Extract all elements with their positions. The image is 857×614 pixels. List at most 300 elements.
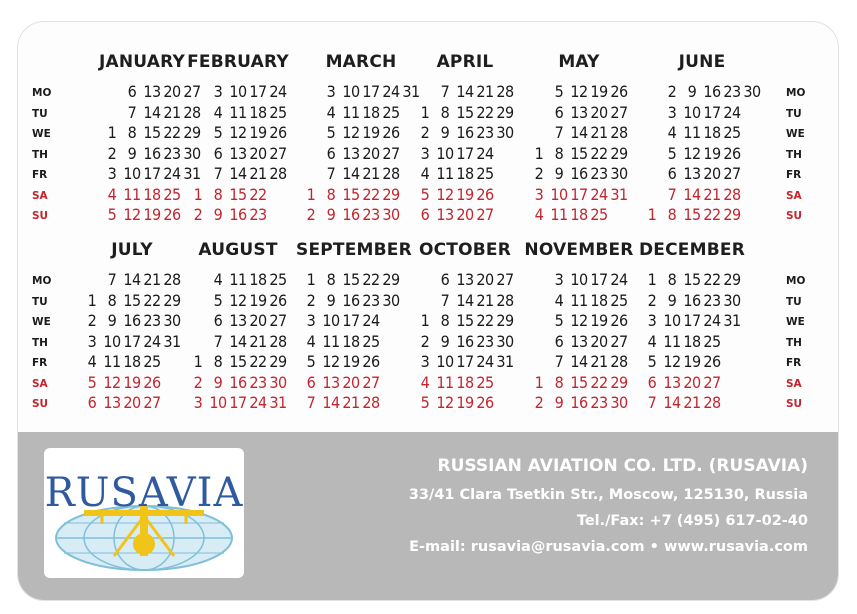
day-cell: 19 bbox=[249, 290, 267, 310]
day-cell: 16 bbox=[342, 290, 360, 310]
day-cell: 14 bbox=[456, 290, 474, 310]
day-cell: 24 bbox=[590, 184, 608, 204]
day-cell: 1 bbox=[647, 270, 657, 289]
day-cell: 15 bbox=[683, 270, 701, 289]
day-cell: 6 bbox=[667, 164, 677, 183]
day-cell: 15 bbox=[342, 184, 360, 204]
day-cell: 15 bbox=[143, 123, 161, 142]
day-cell: 31 bbox=[496, 352, 514, 371]
day-cell: 16 bbox=[683, 290, 701, 310]
day-cell: 18 bbox=[249, 102, 267, 122]
day-cell: 13 bbox=[322, 372, 340, 392]
day-cell: 28 bbox=[362, 393, 380, 412]
day-cell: 26 bbox=[143, 372, 161, 392]
day-cell: 12 bbox=[436, 393, 454, 412]
day-label-right-tu: TU bbox=[786, 295, 802, 308]
day-label-left-su: SU bbox=[32, 210, 49, 222]
day-cell: 10 bbox=[663, 311, 681, 330]
day-label-right-mo: MO bbox=[786, 275, 806, 287]
day-cell: 9 bbox=[554, 164, 564, 183]
day-cell: 26 bbox=[382, 123, 400, 142]
day-cell: 20 bbox=[163, 82, 181, 101]
day-cell: 19 bbox=[703, 143, 721, 163]
day-cell: 14 bbox=[456, 82, 474, 101]
day-cell: 15 bbox=[456, 102, 474, 122]
day-cell: 30 bbox=[183, 143, 201, 163]
day-cell: 9 bbox=[554, 393, 564, 412]
day-cell: 21 bbox=[476, 82, 494, 101]
day-cell: 27 bbox=[496, 270, 514, 289]
day-cell: 24 bbox=[723, 102, 741, 122]
day-cell: 1 bbox=[87, 290, 97, 310]
day-cell: 22 bbox=[590, 372, 608, 392]
day-cell: 10 bbox=[103, 331, 121, 351]
day-cell: 20 bbox=[249, 143, 267, 163]
day-cell: 22 bbox=[703, 270, 721, 289]
day-cell: 4 bbox=[647, 331, 657, 351]
day-cell: 9 bbox=[440, 123, 450, 142]
day-cell: 18 bbox=[703, 123, 721, 142]
day-cell: 25 bbox=[163, 184, 181, 204]
day-cell: 23 bbox=[249, 205, 267, 224]
day-cell: 29 bbox=[723, 270, 741, 289]
company-contact: E-mail: rusavia@rusavia.com • www.rusavia.com bbox=[409, 539, 808, 555]
calendar-grid bbox=[18, 22, 838, 432]
company-name: RUSSIAN AVIATION CO. LTD. (RUSAVIA) bbox=[437, 456, 808, 476]
day-cell: 30 bbox=[610, 393, 628, 412]
day-cell: 12 bbox=[436, 184, 454, 204]
day-cell: 26 bbox=[723, 143, 741, 163]
month-name-july: JULY bbox=[111, 240, 153, 260]
day-cell: 5 bbox=[107, 205, 117, 224]
day-cell: 11 bbox=[229, 270, 247, 289]
day-label-left-sa: SA bbox=[32, 189, 48, 202]
day-cell: 23 bbox=[590, 164, 608, 183]
day-label-left-mo: MO bbox=[32, 87, 52, 99]
day-cell: 17 bbox=[229, 393, 247, 412]
day-cell: 5 bbox=[306, 352, 316, 371]
day-cell: 23 bbox=[703, 290, 721, 310]
day-cell: 24 bbox=[249, 393, 267, 412]
day-cell: 10 bbox=[436, 143, 454, 163]
day-cell: 13 bbox=[143, 82, 161, 101]
day-cell: 16 bbox=[456, 331, 474, 351]
day-cell: 3 bbox=[213, 82, 223, 101]
month-name-november: NOVEMBER bbox=[524, 240, 634, 260]
day-cell: 22 bbox=[476, 102, 494, 122]
day-cell: 30 bbox=[723, 290, 741, 310]
day-cell: 26 bbox=[269, 290, 287, 310]
day-cell: 2 bbox=[647, 290, 657, 310]
day-cell: 8 bbox=[107, 290, 117, 310]
day-cell: 9 bbox=[440, 331, 450, 351]
day-cell: 30 bbox=[743, 82, 761, 101]
day-cell: 20 bbox=[123, 393, 141, 412]
day-cell: 4 bbox=[534, 205, 544, 224]
day-cell: 11 bbox=[229, 102, 247, 122]
day-cell: 13 bbox=[342, 143, 360, 163]
day-cell: 9 bbox=[213, 205, 223, 224]
day-cell: 18 bbox=[456, 164, 474, 183]
day-cell: 26 bbox=[610, 311, 628, 330]
day-cell: 7 bbox=[647, 393, 657, 412]
day-label-right-su: SU bbox=[786, 210, 803, 222]
day-cell: 26 bbox=[476, 184, 494, 204]
day-cell: 21 bbox=[590, 352, 608, 371]
day-cell: 3 bbox=[667, 102, 677, 122]
month-name-december: DECEMBER bbox=[639, 240, 745, 260]
day-cell: 28 bbox=[163, 270, 181, 289]
day-cell: 11 bbox=[436, 164, 454, 183]
day-cell: 4 bbox=[420, 372, 430, 392]
day-cell: 3 bbox=[420, 143, 430, 163]
day-label-left-fr: FR bbox=[32, 169, 48, 181]
day-cell: 27 bbox=[610, 102, 628, 122]
day-cell: 2 bbox=[306, 205, 316, 224]
day-cell: 18 bbox=[143, 184, 161, 204]
day-cell: 9 bbox=[667, 290, 677, 310]
day-cell: 29 bbox=[382, 184, 400, 204]
day-label-left-su: SU bbox=[32, 398, 49, 410]
day-cell: 10 bbox=[123, 164, 141, 183]
day-cell: 21 bbox=[163, 102, 181, 122]
day-cell: 28 bbox=[183, 102, 201, 122]
day-cell: 7 bbox=[554, 352, 564, 371]
day-cell: 6 bbox=[554, 102, 564, 122]
day-cell: 13 bbox=[229, 311, 247, 330]
day-cell: 12 bbox=[322, 352, 340, 371]
month-name-september: SEPTEMBER bbox=[296, 240, 412, 260]
day-cell: 24 bbox=[476, 352, 494, 371]
day-cell: 23 bbox=[476, 331, 494, 351]
day-label-right-sa: SA bbox=[786, 377, 802, 390]
day-cell: 26 bbox=[476, 393, 494, 412]
day-cell: 21 bbox=[476, 290, 494, 310]
day-cell: 17 bbox=[249, 82, 267, 101]
day-cell: 6 bbox=[306, 372, 316, 392]
day-cell: 14 bbox=[322, 393, 340, 412]
day-label-left-fr: FR bbox=[32, 357, 48, 369]
day-cell: 21 bbox=[590, 123, 608, 142]
day-label-right-fr: FR bbox=[786, 357, 802, 369]
day-cell: 11 bbox=[322, 331, 340, 351]
day-label-right-mo: MO bbox=[786, 87, 806, 99]
month-name-january: JANUARY bbox=[98, 52, 186, 72]
day-cell: 9 bbox=[213, 372, 223, 392]
day-cell: 6 bbox=[87, 393, 97, 412]
day-cell: 15 bbox=[570, 143, 588, 163]
day-cell: 2 bbox=[534, 393, 544, 412]
month-name-june: JUNE bbox=[678, 52, 726, 72]
day-cell: 5 bbox=[554, 311, 564, 330]
day-cell: 5 bbox=[647, 352, 657, 371]
day-cell: 15 bbox=[342, 270, 360, 289]
day-cell: 14 bbox=[663, 393, 681, 412]
day-cell: 17 bbox=[456, 143, 474, 163]
day-cell: 30 bbox=[382, 205, 400, 224]
day-cell: 11 bbox=[342, 102, 360, 122]
day-cell: 16 bbox=[570, 393, 588, 412]
day-label-right-we: WE bbox=[786, 316, 805, 328]
day-cell: 6 bbox=[127, 82, 137, 101]
day-cell: 4 bbox=[554, 290, 564, 310]
day-label-right-tu: TU bbox=[786, 107, 802, 120]
day-label-right-th: TH bbox=[786, 148, 802, 161]
day-cell: 27 bbox=[143, 393, 161, 412]
day-cell: 22 bbox=[703, 205, 721, 224]
day-cell: 24 bbox=[476, 143, 494, 163]
day-cell: 20 bbox=[342, 372, 360, 392]
day-cell: 19 bbox=[683, 352, 701, 371]
day-cell: 11 bbox=[436, 372, 454, 392]
day-cell: 8 bbox=[554, 143, 564, 163]
day-cell: 15 bbox=[229, 352, 247, 371]
day-cell: 1 bbox=[420, 102, 430, 122]
day-cell: 22 bbox=[249, 184, 267, 204]
day-cell: 20 bbox=[590, 331, 608, 351]
day-cell: 14 bbox=[570, 123, 588, 142]
day-cell: 5 bbox=[554, 82, 564, 101]
day-cell: 3 bbox=[554, 270, 564, 289]
day-label-right-th: TH bbox=[786, 336, 802, 349]
day-cell: 5 bbox=[420, 393, 430, 412]
day-cell: 27 bbox=[269, 143, 287, 163]
company-phone: Tel./Fax: +7 (495) 617-02-40 bbox=[576, 513, 808, 529]
day-cell: 14 bbox=[570, 352, 588, 371]
day-cell: 1 bbox=[193, 352, 203, 371]
day-cell: 21 bbox=[249, 164, 267, 183]
day-cell: 2 bbox=[534, 164, 544, 183]
day-cell: 28 bbox=[269, 164, 287, 183]
day-cell: 26 bbox=[163, 205, 181, 224]
day-cell: 29 bbox=[610, 372, 628, 392]
company-logo bbox=[44, 448, 244, 578]
day-cell: 13 bbox=[456, 270, 474, 289]
day-cell: 31 bbox=[723, 311, 741, 330]
day-cell: 5 bbox=[87, 372, 97, 392]
day-cell: 17 bbox=[143, 164, 161, 183]
day-cell: 25 bbox=[382, 102, 400, 122]
day-cell: 17 bbox=[362, 82, 380, 101]
day-cell: 24 bbox=[362, 311, 380, 330]
day-cell: 1 bbox=[534, 372, 544, 392]
day-cell: 7 bbox=[440, 82, 450, 101]
day-cell: 9 bbox=[326, 205, 336, 224]
day-cell: 25 bbox=[723, 123, 741, 142]
day-cell: 13 bbox=[663, 372, 681, 392]
day-cell: 12 bbox=[229, 123, 247, 142]
day-cell: 9 bbox=[326, 290, 336, 310]
day-cell: 19 bbox=[590, 82, 608, 101]
day-cell: 22 bbox=[590, 143, 608, 163]
day-cell: 15 bbox=[456, 311, 474, 330]
day-cell: 8 bbox=[213, 184, 223, 204]
month-name-october: OCTOBER bbox=[418, 240, 512, 260]
day-cell: 30 bbox=[382, 290, 400, 310]
day-cell: 12 bbox=[123, 205, 141, 224]
day-cell: 10 bbox=[229, 82, 247, 101]
day-cell: 12 bbox=[229, 290, 247, 310]
day-cell: 27 bbox=[723, 164, 741, 183]
day-cell: 15 bbox=[229, 184, 247, 204]
day-cell: 8 bbox=[554, 372, 564, 392]
day-cell: 9 bbox=[687, 82, 697, 101]
day-cell: 14 bbox=[123, 270, 141, 289]
day-cell: 1 bbox=[647, 205, 657, 224]
day-cell: 8 bbox=[127, 123, 137, 142]
day-cell: 8 bbox=[440, 311, 450, 330]
day-cell: 8 bbox=[667, 205, 677, 224]
day-cell: 16 bbox=[570, 164, 588, 183]
day-cell: 18 bbox=[570, 205, 588, 224]
day-cell: 27 bbox=[476, 205, 494, 224]
day-cell: 29 bbox=[382, 270, 400, 289]
day-cell: 20 bbox=[590, 102, 608, 122]
day-cell: 4 bbox=[420, 164, 430, 183]
day-cell: 4 bbox=[326, 102, 336, 122]
day-cell: 15 bbox=[683, 205, 701, 224]
day-cell: 20 bbox=[476, 270, 494, 289]
day-cell: 1 bbox=[306, 270, 316, 289]
day-cell: 24 bbox=[143, 331, 161, 351]
day-cell: 17 bbox=[570, 184, 588, 204]
day-cell: 15 bbox=[123, 290, 141, 310]
day-cell: 31 bbox=[269, 393, 287, 412]
day-cell: 24 bbox=[610, 270, 628, 289]
day-cell: 19 bbox=[123, 372, 141, 392]
day-cell: 29 bbox=[496, 102, 514, 122]
day-cell: 17 bbox=[703, 102, 721, 122]
day-cell: 23 bbox=[476, 123, 494, 142]
day-cell: 7 bbox=[554, 123, 564, 142]
day-cell: 22 bbox=[143, 290, 161, 310]
month-name-march: MARCH bbox=[325, 52, 397, 72]
day-cell: 30 bbox=[496, 123, 514, 142]
day-cell: 19 bbox=[456, 184, 474, 204]
day-cell: 13 bbox=[683, 164, 701, 183]
day-cell: 27 bbox=[269, 311, 287, 330]
day-cell: 26 bbox=[703, 352, 721, 371]
day-cell: 4 bbox=[306, 331, 316, 351]
day-cell: 5 bbox=[326, 123, 336, 142]
day-cell: 19 bbox=[590, 311, 608, 330]
day-cell: 22 bbox=[362, 184, 380, 204]
day-label-left-sa: SA bbox=[32, 377, 48, 390]
day-cell: 26 bbox=[610, 82, 628, 101]
day-cell: 27 bbox=[183, 82, 201, 101]
day-cell: 6 bbox=[213, 311, 223, 330]
day-cell: 1 bbox=[306, 184, 316, 204]
day-cell: 18 bbox=[342, 331, 360, 351]
month-name-may: MAY bbox=[558, 52, 600, 72]
day-cell: 7 bbox=[326, 164, 336, 183]
day-cell: 19 bbox=[249, 123, 267, 142]
day-cell: 4 bbox=[213, 102, 223, 122]
day-cell: 11 bbox=[663, 331, 681, 351]
day-cell: 11 bbox=[123, 184, 141, 204]
month-name-april: APRIL bbox=[436, 52, 494, 72]
day-cell: 19 bbox=[342, 352, 360, 371]
day-cell: 22 bbox=[249, 352, 267, 371]
day-cell: 2 bbox=[420, 123, 430, 142]
day-cell: 17 bbox=[456, 352, 474, 371]
day-cell: 27 bbox=[610, 331, 628, 351]
day-cell: 25 bbox=[476, 372, 494, 392]
day-cell: 12 bbox=[570, 82, 588, 101]
day-cell: 3 bbox=[306, 311, 316, 330]
day-cell: 13 bbox=[103, 393, 121, 412]
day-cell: 22 bbox=[476, 311, 494, 330]
day-label-right-su: SU bbox=[786, 398, 803, 410]
day-cell: 11 bbox=[550, 205, 568, 224]
day-cell: 4 bbox=[667, 123, 677, 142]
day-cell: 28 bbox=[269, 331, 287, 351]
day-cell: 7 bbox=[213, 164, 223, 183]
day-cell: 25 bbox=[269, 102, 287, 122]
day-cell: 16 bbox=[229, 205, 247, 224]
day-cell: 2 bbox=[87, 311, 97, 330]
day-cell: 18 bbox=[456, 372, 474, 392]
day-cell: 7 bbox=[127, 102, 137, 122]
day-cell: 25 bbox=[610, 290, 628, 310]
day-cell: 6 bbox=[420, 205, 430, 224]
day-cell: 25 bbox=[703, 331, 721, 351]
day-cell: 18 bbox=[123, 352, 141, 371]
day-cell: 18 bbox=[683, 331, 701, 351]
day-cell: 29 bbox=[610, 143, 628, 163]
day-cell: 20 bbox=[249, 311, 267, 330]
day-cell: 21 bbox=[703, 184, 721, 204]
day-cell: 20 bbox=[703, 164, 721, 183]
day-cell: 11 bbox=[683, 123, 701, 142]
logo-wordmark: RUSAVIA bbox=[44, 470, 244, 516]
day-cell: 30 bbox=[163, 311, 181, 330]
day-cell: 28 bbox=[496, 290, 514, 310]
day-cell: 5 bbox=[420, 184, 430, 204]
day-cell: 28 bbox=[382, 164, 400, 183]
day-cell: 18 bbox=[590, 290, 608, 310]
day-cell: 26 bbox=[269, 123, 287, 142]
day-cell: 18 bbox=[362, 102, 380, 122]
calendar-card bbox=[18, 22, 838, 600]
month-name-february: FEBRUARY bbox=[187, 52, 289, 72]
day-cell: 14 bbox=[683, 184, 701, 204]
day-cell: 21 bbox=[342, 393, 360, 412]
day-cell: 25 bbox=[362, 331, 380, 351]
day-cell: 25 bbox=[590, 205, 608, 224]
day-label-right-fr: FR bbox=[786, 169, 802, 181]
day-cell: 31 bbox=[183, 164, 201, 183]
day-cell: 23 bbox=[590, 393, 608, 412]
day-cell: 5 bbox=[667, 143, 677, 163]
day-cell: 24 bbox=[163, 164, 181, 183]
day-cell: 29 bbox=[163, 290, 181, 310]
day-cell: 12 bbox=[570, 311, 588, 330]
day-cell: 13 bbox=[570, 331, 588, 351]
day-cell: 8 bbox=[326, 184, 336, 204]
day-cell: 26 bbox=[362, 352, 380, 371]
day-cell: 24 bbox=[382, 82, 400, 101]
day-cell: 28 bbox=[703, 393, 721, 412]
day-label-left-we: WE bbox=[32, 316, 51, 328]
company-address: 33/41 Clara Tsetkin Str., Moscow, 125130, Russia bbox=[408, 487, 808, 503]
day-cell: 2 bbox=[193, 205, 203, 224]
day-cell: 28 bbox=[723, 184, 741, 204]
day-cell: 28 bbox=[610, 123, 628, 142]
day-cell: 13 bbox=[570, 102, 588, 122]
day-cell: 5 bbox=[213, 290, 223, 310]
day-cell: 14 bbox=[229, 331, 247, 351]
